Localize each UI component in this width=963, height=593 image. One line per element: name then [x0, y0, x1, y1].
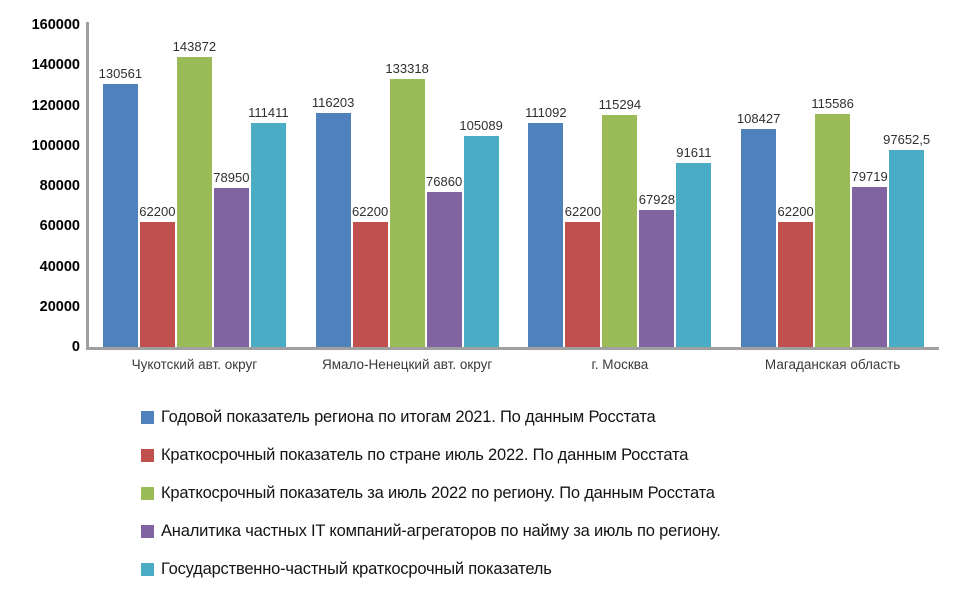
legend-label: Краткосрочный показатель за июль 2022 по региону. По данным Росстата [161, 483, 715, 502]
chart-legend [141, 398, 721, 588]
x-axis-label: Ямало-Ненецкий авт. округ [321, 357, 493, 372]
y-axis-tick-label: 0 [71, 339, 80, 355]
bar [676, 163, 711, 347]
bar [889, 150, 924, 347]
bar-value-label: 76860 [426, 174, 463, 189]
bar [316, 113, 351, 347]
bar [778, 222, 813, 347]
bar-value-label: 108427 [736, 111, 781, 126]
bar-value-label: 62200 [352, 204, 389, 219]
bar [177, 57, 212, 347]
x-axis-line [86, 347, 939, 350]
x-axis-label: Магаданская область [764, 357, 901, 372]
bar [353, 222, 388, 347]
bar [852, 187, 887, 347]
y-axis-tick-label: 120000 [31, 97, 80, 114]
legend-label: Аналитика частных IT компаний-агрегаторов по найму за июль по региону. [161, 521, 721, 540]
legend-label: Государственно-частный краткосрочный показатель [161, 559, 552, 578]
bar-value-label: 62200 [777, 204, 814, 219]
bar-value-label: 133318 [385, 61, 429, 76]
legend-label: Годовой показатель региона по итогам 2021. По данным Росстата [161, 407, 656, 426]
bar-value-label: 111411 [248, 105, 289, 120]
y-axis-tick-label: 100000 [31, 137, 80, 154]
legend-item [141, 550, 721, 588]
legend-item [141, 474, 721, 512]
bar [602, 115, 637, 347]
bar [464, 136, 499, 347]
legend-swatch-icon [141, 487, 154, 500]
bar-value-label: 91611 [676, 145, 712, 160]
bar [565, 222, 600, 347]
y-axis-tick-label: 140000 [31, 57, 80, 74]
bar-value-label: 105089 [459, 118, 503, 133]
x-axis-label: г. Москва [591, 357, 649, 372]
bar [103, 84, 138, 347]
bar-value-label: 115294 [598, 97, 642, 112]
x-axis-label: Чукотский авт. округ [131, 357, 258, 372]
legend-swatch-icon [141, 525, 154, 538]
y-axis-tick-label: 20000 [39, 298, 80, 315]
bar-value-label: 97652,5 [883, 132, 931, 147]
bar [390, 79, 425, 347]
bar-value-label: 67928 [638, 192, 675, 207]
bar-value-label: 130561 [98, 66, 143, 81]
bar [741, 129, 776, 347]
y-axis-tick-label: 160000 [31, 17, 80, 33]
legend-item [141, 398, 721, 436]
bar-value-label: 62200 [139, 204, 176, 219]
legend-swatch-icon [141, 563, 154, 576]
bar-value-label: 111092 [525, 105, 567, 120]
legend-swatch-icon [141, 449, 154, 462]
bar-value-label: 79719 [851, 169, 888, 184]
legend-item [141, 512, 721, 550]
bar [427, 192, 462, 347]
y-axis-tick-label: 40000 [39, 258, 80, 275]
y-axis-tick-label: 60000 [39, 218, 80, 235]
legend-swatch-icon [141, 411, 154, 424]
bar [140, 222, 175, 347]
bar-value-label: 62200 [564, 204, 601, 219]
bar [528, 123, 563, 347]
plot-area [88, 25, 939, 347]
bar-value-label: 143872 [172, 39, 217, 54]
bar-value-label: 115586 [811, 96, 854, 111]
y-axis-tick-label: 80000 [39, 178, 80, 194]
bar [639, 210, 674, 347]
bar-value-label: 78950 [213, 170, 250, 185]
bar [815, 114, 850, 347]
legend-label: Краткосрочный показатель по стране июль 2022. По данным Росстата [161, 445, 689, 464]
bar [251, 123, 286, 347]
bar-value-label: 116203 [311, 95, 355, 110]
bar [214, 188, 249, 347]
legend-item [141, 436, 721, 474]
